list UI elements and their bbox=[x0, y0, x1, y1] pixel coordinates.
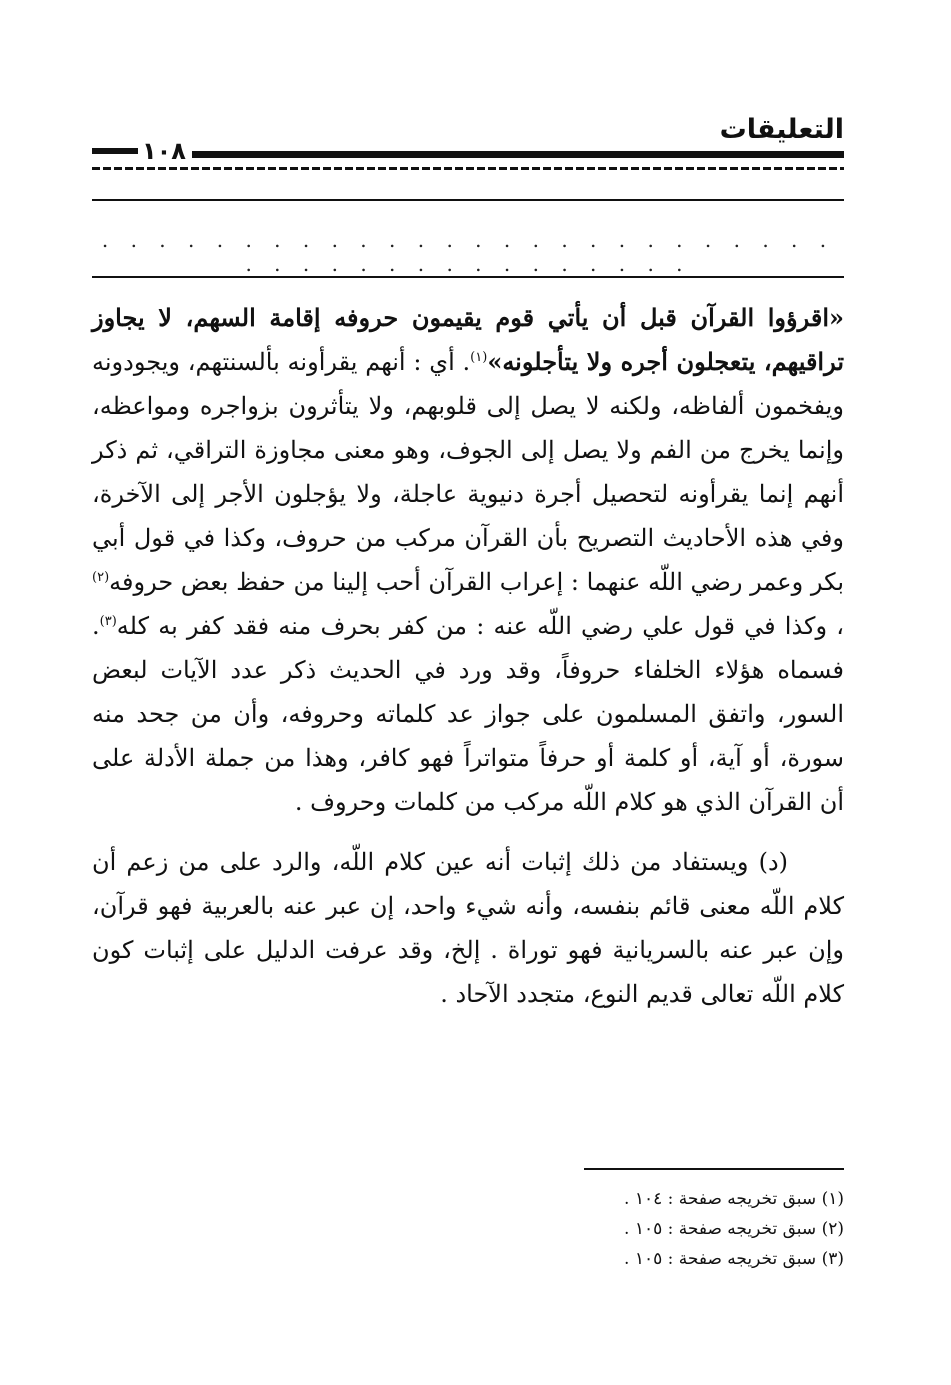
footnotes bbox=[92, 1184, 844, 1274]
footnote-rule bbox=[584, 1168, 844, 1170]
separator-rule-top bbox=[92, 199, 844, 201]
page-number-text: ١٠٨ bbox=[142, 137, 186, 165]
separator-rule-bottom bbox=[92, 276, 844, 278]
page-number-bar bbox=[92, 148, 138, 154]
paragraph-2: (د) ويستفاد من ذلك إثبات أنه عين كلام اللّه، والرد على من زعم أن كلام اللّه معنى قائم بنفسه، وأنه شيء واحد، إن عبر عنه بالعربية فهو قرآن، وإن عبر عنه بالسريانية فهو توراة . إلخ، وقد عرفت الدليل على إثبات كون كلام اللّه تعالى قديم النوع، متجدد الآحاد . bbox=[92, 848, 845, 1008]
hadith-quote: «اقرؤوا القرآن قبل أن يأتي قوم يقيمون حروفه إقامة السهم، لا يجاوز تراقيهم، يتعجلون أجره ولا يتأجلونه» bbox=[92, 303, 845, 376]
paragraph-1 bbox=[92, 296, 844, 824]
header-rule-thick bbox=[92, 151, 844, 158]
footnote-ref-1: (١) bbox=[470, 350, 488, 365]
paragraph-1-text-c: . فسماه هؤلاء الخلفاء حروفاً، وقد ورد في الحديث ذكر عدد الآيات لبعض السور، واتفق المسلمون على جواز عد كلماته وحروفه، وأن من جحد منه سورة، أو آية، أو كلمة أو حرفاً متواتراً فهو كافر، وهذا من جملة الأدلة على أن القرآن الذي هو كلام اللّه مركب من كلمات وحروف . bbox=[92, 612, 844, 816]
footnote-3: (٣) سبق تخريجه صفحة : ١٠٥ . bbox=[624, 1249, 844, 1269]
paragraph-1-text-b: ، وكذا في قول علي رضي اللّه عنه : من كفر بحرف منه فقد كفر به كله bbox=[116, 612, 844, 640]
running-title: التعليقات bbox=[719, 114, 844, 145]
omission-dots: . . . . . . . . . . . . . . . . . . . . . . . . . . . . . . . . . . . . . . . . . . bbox=[101, 228, 835, 276]
footnote-1: (١) سبق تخريجه صفحة : ١٠٤ . bbox=[624, 1189, 844, 1209]
footnote-2: (٢) سبق تخريجه صفحة : ١٠٥ . bbox=[624, 1219, 844, 1239]
header-rule-dashed bbox=[92, 167, 844, 170]
paragraph-1-text-a: . أي : أنهم يقرأونه بألسنتهم، ويجودونه ويفخمون ألفاظه، ولكنه لا يصل إلى قلوبهم، ولا يتأثرون بزواجره ومواعظه، وإنما يخرج من الفم ولا يصل إلى الجوف، وهو معنى مجاوزة التراقي، ثم ذكر أنهم إنما يقرأونه لتحصيل أجرة دنيوية عاجلة، ولا يؤجلون الأجر إلى الآخرة، وفي هذه الأحاديث التصريح بأن القرآن مركب من حروف، وكذا في قول أبي بكر وعمر رضي اللّه عنهما : إعراب القرآن أحب إلينا من حفظ بعض حروفه bbox=[92, 348, 844, 596]
main-text bbox=[92, 296, 844, 1016]
footnote-ref-2: (٢) bbox=[92, 570, 110, 585]
footnote-ref-3: (٣) bbox=[99, 614, 117, 629]
page-number bbox=[92, 138, 192, 164]
